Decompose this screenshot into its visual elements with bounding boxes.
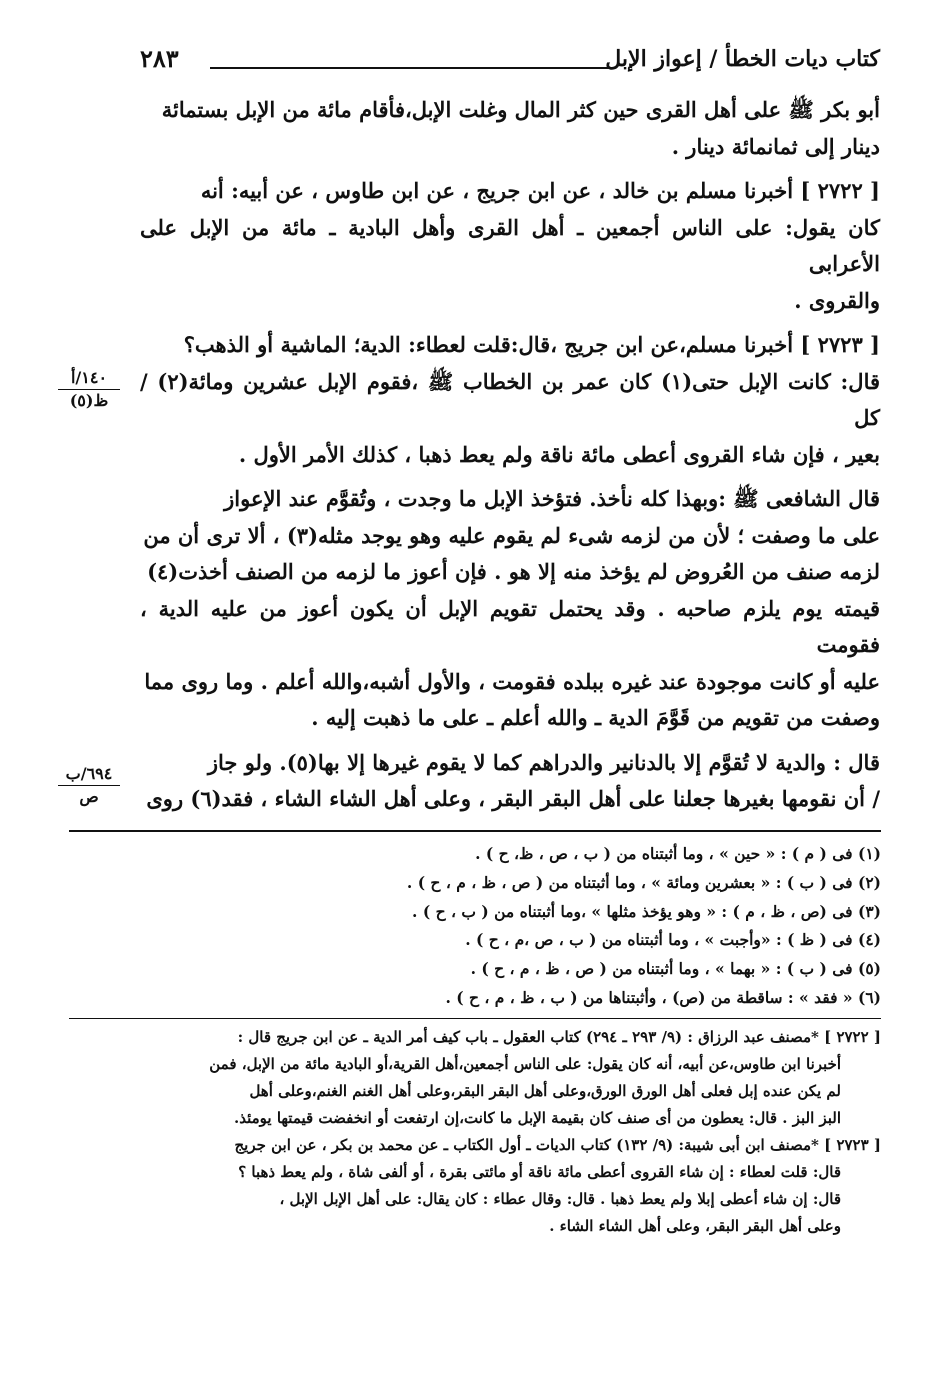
page-number: ٢٨٣	[140, 44, 179, 73]
text-line: قال: كانت الإبل حتى(١) كان عمر بن الخطاب ﷺ ،فقوم الإبل عشرين ومائة(٢) / كل	[140, 368, 881, 430]
source-line: [ ٢٧٢٢ ] *مصنف عبد الرزاق : (٩/ ٢٩٣ ـ ٢٩٤) كتاب العقول ـ باب كيف أمر الدية ـ عن ابن جريج قال :	[237, 1028, 881, 1046]
source-references	[69, 1024, 881, 1240]
footnote-rule	[69, 830, 881, 832]
source-entry-2723	[69, 1132, 881, 1240]
footnote: (١) فى ( م ) : « حين » ، وما أثبتناه من ( ب ، ص ، ظ، ح ) .	[475, 844, 881, 863]
footnote: (٤) فى ( ظ ) : «وأجبت » ، وما أثبتناه من ( ب ، ص ،م ، ح ) .	[465, 930, 881, 950]
source-line: وعلى أهل البقر البقر، وعلى أهل الشاء الشاء .	[549, 1217, 841, 1235]
text-line: / أن نقومها بغيرها جعلنا على أهل البقر البقر ، وعلى أهل الشاء الشاء ، فقد(٦) روى	[146, 786, 880, 811]
margin-note-folio: ١٤٠/أ	[58, 368, 120, 390]
text-line: أبو بكر ﷺ على أهل القرى حين كثر المال وغلت الإبل،فأقام مائة من الإبل بستمائة	[161, 97, 880, 122]
text-line: قال : والدية لا تُقوَّم إلا بالدنانير والدراهم كما لا يقوم غيرها إلا بها(٥). ولو جاز	[207, 749, 880, 775]
paragraph-2723	[140, 327, 880, 473]
text-line: كان يقول: على الناس أجمعين ـ أهل القرى وأهل البادية ـ مائة من الإبل على الأعرابى	[140, 214, 880, 276]
paragraph	[140, 92, 880, 165]
text-line: بعير ، فإن شاء القروى أعطى مائة ناقة ولم يعط ذهبا ، كذلك الأمر الأول .	[238, 441, 880, 467]
margin-note-ms: ص	[79, 787, 99, 806]
source-line: أخبرنا ابن طاوس،عن أبيه، أنه كان يقول: على الناس أجمعين،أهل القرية،أو البادية مائة من الإبل، فمن	[209, 1055, 841, 1073]
footnote: (٣) فى (ص ، ظ ، م ) : « وهو يؤخذ مثلها » ،وما أثبتناه من ( ب ، ح ) .	[412, 901, 881, 921]
text-line: عليه أو كانت موجودة عند غيره ببلده فقومت ، والأول أشبه،والله أعلم . وما روى مما	[144, 668, 880, 694]
footnote: (٥) فى ( ب ) : « بهما » ، وما أثبتناه من ( ص ، ظ ، م ، ح ) .	[470, 959, 881, 979]
header-rule	[210, 67, 610, 69]
text-line: دينار إلى ثمانمائة دينار .	[671, 133, 880, 159]
footnotes	[69, 840, 881, 1013]
paragraph-diya	[140, 745, 880, 818]
margin-note-ms: ظ(٥)	[69, 391, 109, 410]
source-rule	[69, 1018, 881, 1019]
text-line: والقروى .	[794, 287, 880, 313]
source-line: قال: إن شاء أعطى إبلا ولم يعط ذهبا . قال: وقال عطاء : كان يقال: على أهل الإبل الإبل ،	[279, 1190, 841, 1208]
text-line: على ما وصفت ؛ لأن من لزمه شىء لم يقوم عليه وهو يوجد مثله(٣) ، ألا ترى أن من	[143, 522, 880, 548]
footnote: (٢) فى ( ب ) : « بعشرين ومائة » ، وما أثبتناه من ( ص ، ظ ، م ، ح ) .	[406, 872, 881, 892]
source-line: لم يكن عنده إبل فعلى أهل الورق الورق،وعلى أهل البقر البقر،وعلى أهل الغنم الغنم،وعلى أهل	[249, 1082, 841, 1100]
margin-note	[58, 764, 120, 807]
text-line: وصفت من تقويم من قَوَّمَ الدية ـ والله أعلم ـ على ما ذهبت إليه .	[311, 705, 880, 730]
paragraph-2722	[140, 173, 880, 319]
text-line: قيمته يوم يلزم صاحبه . وقد يحتمل تقويم الإبل أن يكون أعوز من عليه الدية ، فقومت	[140, 595, 880, 657]
source-line: [ ٢٧٢٣ ] *مصنف ابن أبى شيبة: (٩/ ١٣٢) كتاب الديات ـ أول الكتاب ـ عن محمد بن بكر ، عن ابن جريج	[234, 1136, 881, 1154]
source-line: قال: قلت لعطاء : إن شاء القروى أعطى مائة ناقة أو مائتى بقرة ، أو ألفى شاة ، ولم يعط ذهبا ؟	[238, 1163, 841, 1181]
source-entry-2722	[69, 1024, 881, 1132]
text-line: [ ٢٧٢٣ ] أخبرنا مسلم،عن ابن جريج ،قال:قلت لعطاء: الدية؛ الماشية أو الذهب؟	[183, 332, 880, 357]
text-line: [ ٢٧٢٢ ] أخبرنا مسلم بن خالد ، عن ابن جريج ، عن ابن طاوس ، عن أبيه: أنه	[200, 178, 880, 203]
text-line: لزمه صنف من العُروض لم يؤخذ منه إلا هو . فإن أعوز ما لزمه من الصنف أخذت(٤)	[147, 559, 880, 584]
margin-note	[58, 368, 120, 411]
running-title: كتاب ديات الخطأ / إعواز الإبل	[605, 46, 880, 72]
text-line: قال الشافعى ﷺ :وبهذا كله نأخذ. فتؤخذ الإبل ما وجدت ، وتُقوَّم عند الإعواز	[224, 486, 880, 511]
margin-note-folio: ٦٩٤/ب	[58, 764, 120, 786]
source-line: البز البز . قال: يعطون من أى صنف كان بقيمة الإبل ما كانت،إن ارتفعت أو انخفضت قيمتها يومئذ.	[234, 1109, 841, 1127]
footnote: (٦) « فقد » : ساقطة من (ص) ، وأثبتناها من ( ب ، ظ ، م ، ح ) .	[445, 987, 881, 1007]
main-text	[140, 92, 880, 818]
paragraph-shafii	[140, 481, 880, 737]
running-header	[140, 44, 880, 84]
